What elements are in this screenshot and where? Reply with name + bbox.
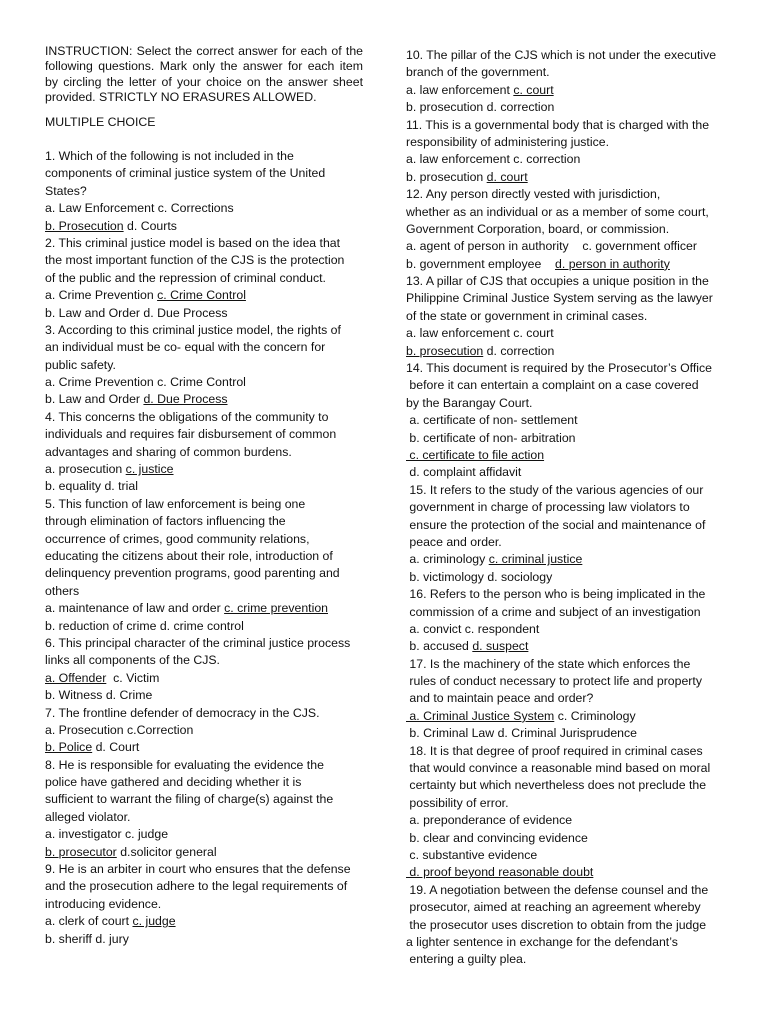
- text-segment: advantages and sharing of common burdens.: [45, 444, 292, 459]
- text-segment: a. Crime Prevention: [45, 288, 158, 303]
- text-line: [406, 273, 726, 290]
- text-line: [406, 795, 726, 812]
- text-segment: d. complaint affidavit: [406, 465, 522, 480]
- text-line: [406, 151, 726, 168]
- text-segment: a. clerk of court: [45, 914, 133, 929]
- text-line: [406, 499, 726, 516]
- text-segment: b. victimology d. sociology: [406, 569, 553, 584]
- text-segment: links all components of the CJS.: [45, 653, 220, 668]
- text-segment: a. convict c. respondent: [406, 621, 540, 636]
- text-line: [406, 934, 726, 951]
- text-line: [406, 221, 726, 238]
- text-line: [45, 687, 365, 704]
- text-segment: d. Courts: [123, 218, 177, 233]
- text-line: [45, 513, 365, 530]
- answer-underlined: c. certificate to file action: [406, 447, 545, 462]
- text-segment: introducing evidence.: [45, 896, 162, 911]
- text-line: [406, 812, 726, 829]
- text-segment: b. prosecution: [406, 169, 487, 184]
- text-segment: 12. Any person directly vested with jurisdiction,: [406, 187, 661, 202]
- text-segment: b. equality d. trial: [45, 479, 138, 494]
- text-line: [45, 391, 365, 408]
- text-line: [45, 896, 365, 913]
- text-line: [45, 444, 365, 461]
- answer-underlined: d. proof beyond reasonable doubt: [406, 865, 594, 880]
- text-segment: 3. According to this criminal justice model, the rights of: [45, 322, 341, 337]
- text-segment: others: [45, 583, 80, 598]
- text-segment: 7. The frontline defender of democracy in the CJS.: [45, 705, 320, 720]
- text-line: [406, 186, 726, 203]
- text-segment: b. government employee: [406, 256, 556, 271]
- text-segment: through elimination of factors influencing the: [45, 514, 286, 529]
- text-line: [45, 809, 365, 826]
- text-line: [45, 861, 365, 878]
- text-segment: b. accused: [406, 639, 473, 654]
- text-segment: rules of conduct necessary to protect life and property: [406, 674, 702, 689]
- text-line: [45, 705, 365, 722]
- text-line: [45, 565, 365, 582]
- text-line: [406, 656, 726, 673]
- text-line: [406, 517, 726, 534]
- text-line: [406, 725, 726, 742]
- text-segment: c. Victim: [106, 670, 160, 685]
- text-line: [45, 165, 365, 182]
- answer-underlined: c. Crime Control: [157, 288, 246, 303]
- text-segment: public safety.: [45, 357, 116, 372]
- text-line: [406, 82, 726, 99]
- text-line: [406, 169, 726, 186]
- text-segment: government in charge of processing law violators to: [406, 500, 690, 515]
- answer-underlined: d. person in authority: [555, 256, 670, 271]
- answer-underlined: c. court: [513, 82, 554, 97]
- text-line: [45, 531, 365, 548]
- text-line: [45, 670, 365, 687]
- text-line: [45, 357, 365, 374]
- text-line: [406, 325, 726, 342]
- section-title: MULTIPLE CHOICE: [45, 115, 156, 129]
- text-segment: 10. The pillar of the CJS which is not under the executive: [406, 48, 717, 62]
- text-segment: a. certificate of non- settlement: [406, 413, 578, 428]
- text-segment: occurrence of crimes, good community relations,: [45, 531, 310, 546]
- text-segment: a. Crime Prevention c. Crime Control: [45, 375, 246, 390]
- text-line: [406, 482, 726, 499]
- text-line: [45, 426, 365, 443]
- text-segment: of the public and the repression of criminal conduct.: [45, 270, 326, 285]
- text-line: [406, 430, 726, 447]
- text-segment: 2. This criminal justice model is based on the idea that: [45, 235, 341, 250]
- text-segment: b. sheriff d. jury: [45, 931, 129, 946]
- text-segment: 11. This is a governmental body that is charged with the: [406, 117, 710, 132]
- answer-underlined: c. criminal justice: [488, 552, 583, 567]
- text-line: [45, 200, 365, 217]
- text-line: [45, 235, 365, 252]
- text-line: [45, 722, 365, 739]
- text-segment: whether as an individual or as a member of some court,: [406, 204, 709, 219]
- text-segment: alleged violator.: [45, 809, 131, 824]
- text-segment: Philippine Criminal Justice System serving as the lawyer: [406, 291, 713, 306]
- answer-underlined: b. prosecutor: [45, 844, 117, 859]
- text-segment: c. Criminology: [554, 708, 636, 723]
- text-line: [406, 638, 726, 655]
- text-segment: responsibility of administering justice.: [406, 134, 609, 149]
- text-line: [406, 290, 726, 307]
- text-segment: 9. He is an arbiter in court who ensures that the defense: [45, 862, 351, 877]
- text-segment: ensure the protection of the social and maintenance of: [406, 517, 706, 532]
- text-line: [45, 618, 365, 635]
- text-segment: the prosecutor uses discretion to obtain from the judge: [406, 917, 707, 932]
- text-line: [45, 461, 365, 478]
- text-segment: 19. A negotiation between the defense counsel and the: [406, 882, 709, 897]
- text-line: [406, 604, 726, 621]
- text-line: [45, 583, 365, 600]
- text-line: [45, 218, 365, 235]
- text-segment: certainty but which nevertheless does not preclude the: [406, 778, 707, 793]
- text-line: [406, 308, 726, 325]
- text-segment: a. criminology: [406, 552, 489, 567]
- answer-underlined: c. crime prevention: [224, 601, 328, 616]
- text-segment: b. Criminal Law d. Criminal Jurisprudence: [406, 726, 637, 741]
- text-line: [406, 64, 726, 81]
- text-segment: b. certificate of non- arbitration: [406, 430, 576, 445]
- text-segment: of the state or government in criminal cases.: [406, 308, 648, 323]
- text-segment: b. Law and Order: [45, 392, 144, 407]
- text-line: [406, 777, 726, 794]
- text-segment: an individual must be co- equal with the concern for: [45, 340, 326, 355]
- text-line: [45, 739, 365, 756]
- text-line: [406, 708, 726, 725]
- text-line: [45, 478, 365, 495]
- text-line: [45, 305, 365, 322]
- text-segment: sufficient to warrant the filing of charge(s) against the: [45, 792, 334, 807]
- text-line: [45, 774, 365, 791]
- text-line: [406, 360, 726, 377]
- text-segment: before it can entertain a complaint on a case covered: [406, 378, 699, 393]
- text-segment: b. Law and Order d. Due Process: [45, 305, 228, 320]
- text-segment: 13. A pillar of CJS that occupies a unique position in the: [406, 274, 709, 289]
- text-line: [45, 287, 365, 304]
- text-line: [45, 252, 365, 269]
- answer-underlined: a. Criminal Justice System: [406, 708, 555, 723]
- text-line: [406, 882, 726, 899]
- text-line: [45, 652, 365, 669]
- text-line: [406, 47, 726, 64]
- text-segment: 4. This concerns the obligations of the community to: [45, 409, 329, 424]
- text-line: [45, 913, 365, 930]
- text-segment: 14. This document is required by the Prosecutor’s Office: [406, 361, 712, 376]
- text-line: [406, 534, 726, 551]
- instruction-paragraph: INSTRUCTION: Select the correct answer for each of the following questions. Mark only the answer for each item by circling the letter of your choice on the answer sheet provided. STRICTLY NO ERASURES ALLOWED.: [45, 44, 363, 105]
- text-line: [406, 951, 726, 968]
- text-line: [406, 377, 726, 394]
- text-segment: and the prosecution adhere to the legal requirements of: [45, 879, 348, 894]
- text-segment: components of criminal justice system of the United: [45, 166, 326, 181]
- text-segment: a. preponderance of evidence: [406, 813, 573, 828]
- text-line: [406, 551, 726, 568]
- text-segment: prosecutor, aimed at reaching an agreement whereby: [406, 900, 701, 915]
- answer-underlined: c. judge: [132, 914, 176, 929]
- left-column: [45, 148, 365, 948]
- text-line: [406, 256, 726, 273]
- answer-underlined: b. Prosecution: [45, 218, 124, 233]
- text-segment: b. prosecution d. correction: [406, 100, 555, 115]
- text-line: [45, 322, 365, 339]
- text-segment: 5. This function of law enforcement is being one: [45, 496, 306, 511]
- text-segment: a. maintenance of law and order: [45, 601, 225, 616]
- text-segment: d. correction: [483, 343, 555, 358]
- right-column: [406, 47, 726, 969]
- text-segment: entering a guilty plea.: [406, 952, 527, 967]
- text-segment: a. investigator c. judge: [45, 827, 169, 842]
- text-line: [45, 826, 365, 843]
- text-segment: by the Barangay Court.: [406, 395, 533, 410]
- text-segment: 18. It is that degree of proof required in criminal cases: [406, 743, 703, 758]
- text-line: [406, 99, 726, 116]
- text-line: [406, 690, 726, 707]
- text-segment: 6. This principal character of the criminal justice process: [45, 635, 351, 650]
- text-segment: d.solicitor general: [116, 844, 217, 859]
- text-line: [406, 760, 726, 777]
- text-segment: 16. Refers to the person who is being implicated in the: [406, 587, 706, 602]
- text-line: [45, 270, 365, 287]
- text-line: [406, 569, 726, 586]
- text-segment: c. substantive evidence: [406, 847, 538, 862]
- text-line: [45, 339, 365, 356]
- text-segment: b. reduction of crime d. crime control: [45, 618, 244, 633]
- text-segment: a. Prosecution c.Correction: [45, 722, 194, 737]
- text-segment: and to maintain peace and order?: [406, 691, 594, 706]
- text-segment: peace and order.: [406, 534, 502, 549]
- text-segment: the most important function of the CJS is the protection: [45, 253, 345, 268]
- text-line: [406, 864, 726, 881]
- text-line: [406, 447, 726, 464]
- text-segment: States?: [45, 183, 87, 198]
- text-segment: that would convince a reasonable mind based on moral: [406, 761, 711, 776]
- text-line: [406, 673, 726, 690]
- text-segment: branch of the government.: [406, 65, 550, 80]
- text-segment: a. law enforcement: [406, 82, 514, 97]
- text-segment: Government Corporation, board, or commission.: [406, 221, 670, 236]
- text-segment: possibility of error.: [406, 795, 509, 810]
- text-segment: 17. Is the machinery of the state which enforces the: [406, 656, 691, 671]
- answer-underlined: b. prosecution: [406, 343, 484, 358]
- text-line: [406, 464, 726, 481]
- text-line: [406, 621, 726, 638]
- text-segment: a. law enforcement c. court: [406, 326, 554, 341]
- answer-underlined: d. Due Process: [143, 392, 228, 407]
- text-segment: individuals and requires fair disbursement of common: [45, 427, 337, 442]
- text-line: [406, 830, 726, 847]
- text-line: [45, 757, 365, 774]
- text-line: [45, 496, 365, 513]
- text-segment: 1. Which of the following is not included in the: [45, 149, 294, 163]
- text-line: [406, 586, 726, 603]
- answer-underlined: d. court: [486, 169, 528, 184]
- text-line: [406, 847, 726, 864]
- text-line: [45, 600, 365, 617]
- text-line: [406, 238, 726, 255]
- text-segment: a lighter sentence in exchange for the defendant’s: [406, 934, 678, 949]
- text-line: [406, 343, 726, 360]
- text-line: [45, 148, 365, 165]
- text-line: [45, 548, 365, 565]
- answer-underlined: a. Offender: [45, 670, 107, 685]
- text-line: [45, 844, 365, 861]
- answer-underlined: c. justice: [125, 462, 174, 477]
- answer-underlined: d. suspect: [472, 639, 529, 654]
- text-line: [45, 931, 365, 948]
- text-line: [406, 117, 726, 134]
- text-segment: a. law enforcement c. correction: [406, 152, 581, 167]
- text-segment: police have gathered and deciding whether it is: [45, 775, 302, 790]
- text-line: [406, 395, 726, 412]
- text-line: [406, 743, 726, 760]
- text-segment: delinquency prevention programs, good parenting and: [45, 566, 340, 581]
- text-segment: b. Witness d. Crime: [45, 688, 153, 703]
- text-line: [45, 791, 365, 808]
- text-line: [45, 635, 365, 652]
- text-line: [45, 409, 365, 426]
- text-line: [406, 899, 726, 916]
- text-segment: 15. It refers to the study of the various agencies of our: [406, 482, 704, 497]
- text-segment: d. Court: [92, 740, 140, 755]
- text-segment: 8. He is responsible for evaluating the evidence the: [45, 757, 324, 772]
- text-line: [406, 134, 726, 151]
- text-segment: b. clear and convincing evidence: [406, 830, 588, 845]
- text-segment: a. agent of person in authority c. government officer: [406, 239, 697, 254]
- text-line: [45, 878, 365, 895]
- text-segment: a. prosecution: [45, 462, 126, 477]
- answer-underlined: b. Police: [45, 740, 93, 755]
- text-segment: educating the citizens about their role, introduction of: [45, 548, 333, 563]
- text-line: [406, 412, 726, 429]
- text-line: [45, 374, 365, 391]
- text-line: [406, 204, 726, 221]
- text-line: [45, 183, 365, 200]
- text-segment: commission of a crime and subject of an investigation: [406, 604, 701, 619]
- text-segment: a. Law Enforcement c. Corrections: [45, 201, 234, 216]
- text-line: [406, 917, 726, 934]
